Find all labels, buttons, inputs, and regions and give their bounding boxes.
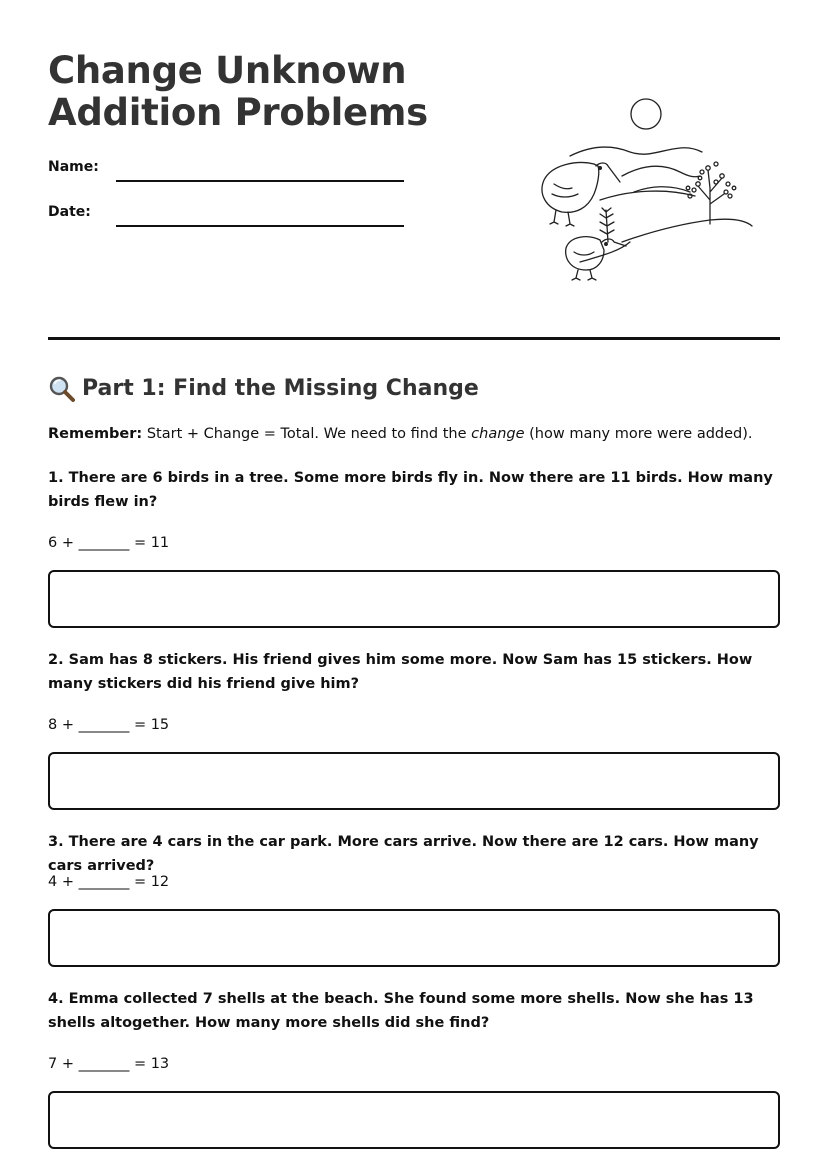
magnifying-glass-icon	[48, 375, 76, 403]
reminder-text-before: Start + Change = Total. We need to find the	[142, 426, 472, 442]
question-2-equation: 8 + _______ = 15	[48, 717, 170, 733]
sun-icon	[631, 99, 661, 129]
question-1-text: 1. There are 6 birds in a tree. Some more birds fly in. Now there are 11 birds. How many birds flew in?	[48, 470, 773, 510]
question-4-equation: 7 + _______ = 13	[48, 1056, 170, 1072]
section-divider	[48, 337, 780, 340]
reminder-label: Remember:	[48, 426, 143, 442]
title-line-2: Addition Problems	[48, 91, 428, 134]
question-3-text: 3. There are 4 cars in the car park. More cars arrive. Now there are 12 cars. How many cars arrived?	[48, 834, 759, 874]
name-field[interactable]	[116, 180, 404, 182]
question-4-answer-box[interactable]	[48, 1091, 780, 1149]
question-3-answer-box[interactable]	[48, 909, 780, 967]
reminder-text-after: (how many more were added).	[524, 426, 753, 442]
date-label: Date:	[48, 204, 91, 220]
question-2-answer-box[interactable]	[48, 752, 780, 810]
question-4-text: 4. Emma collected 7 shells at the beach. She found some more shells. Now she has 13 shells altogether. How many more shells did she find?	[48, 991, 754, 1031]
question-2-text: 2. Sam has 8 stickers. His friend gives him some more. Now Sam has 15 stickers. How many stickers did his friend give him?	[48, 652, 753, 692]
kiwi-landscape-illustration	[530, 92, 760, 284]
reminder-emphasis: change	[471, 426, 525, 442]
worksheet-title	[48, 50, 428, 134]
question-3-equation: 4 + _______ = 12	[48, 874, 170, 890]
section-title-text: Part 1: Find the Missing Change	[82, 376, 479, 401]
reminder-text	[48, 424, 788, 444]
section-title	[48, 372, 479, 406]
name-label: Name:	[48, 159, 99, 175]
question-1-answer-box[interactable]	[48, 570, 780, 628]
title-line-1: Change Unknown	[48, 49, 407, 92]
date-field[interactable]	[116, 225, 404, 227]
question-1-equation: 6 + _______ = 11	[48, 535, 170, 551]
